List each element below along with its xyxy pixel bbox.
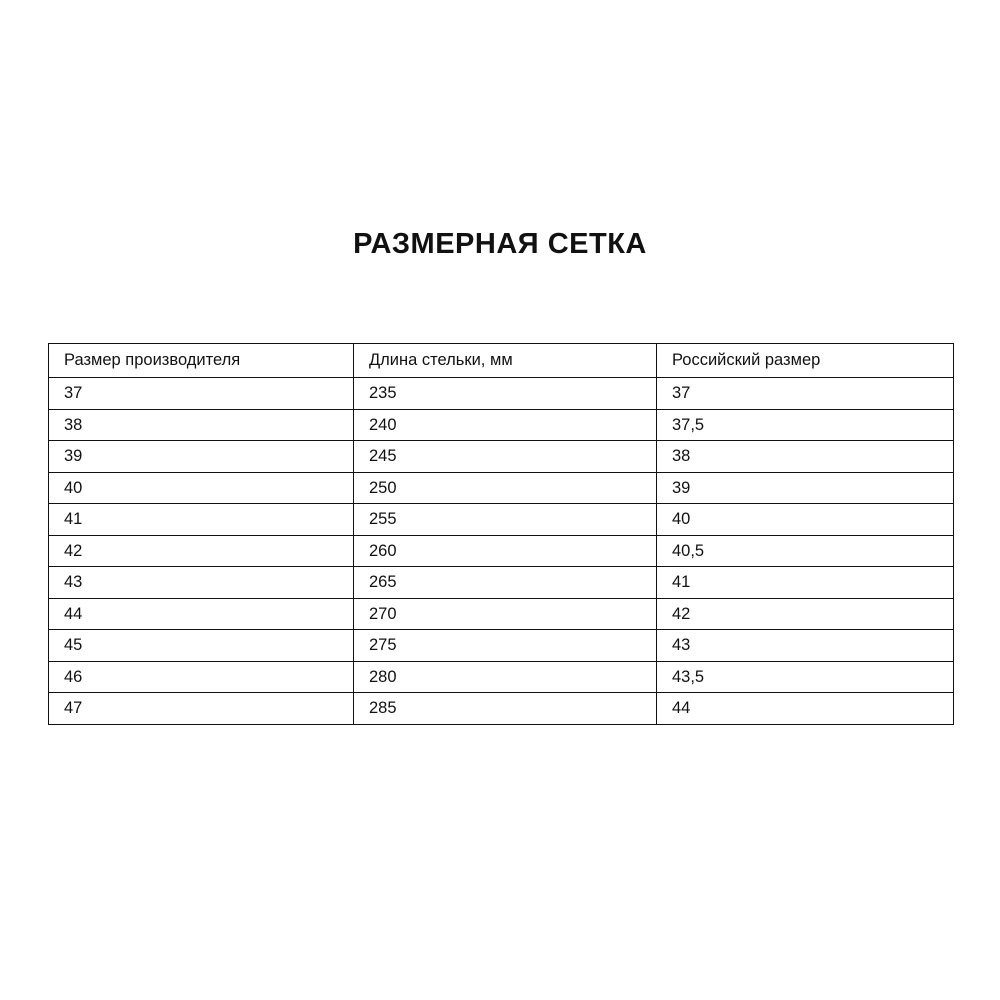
- cell-manufacturer-size: 44: [49, 598, 354, 630]
- table-row: [49, 378, 954, 410]
- cell-russian-size: 41: [657, 567, 954, 599]
- cell-insole-length: 275: [354, 630, 657, 662]
- cell-manufacturer-size: 38: [49, 409, 354, 441]
- table-head: [49, 344, 954, 378]
- cell-manufacturer-size: 46: [49, 661, 354, 693]
- cell-insole-length: 245: [354, 441, 657, 473]
- table-row: [49, 441, 954, 473]
- table-header-row: [49, 344, 954, 378]
- cell-russian-size: 44: [657, 693, 954, 725]
- table-row: [49, 504, 954, 536]
- cell-manufacturer-size: 43: [49, 567, 354, 599]
- cell-manufacturer-size: 39: [49, 441, 354, 473]
- column-header-russian-size: Российский размер: [657, 344, 954, 378]
- table-row: [49, 598, 954, 630]
- cell-russian-size: 40: [657, 504, 954, 536]
- cell-insole-length: 255: [354, 504, 657, 536]
- cell-insole-length: 250: [354, 472, 657, 504]
- table-row: [49, 409, 954, 441]
- cell-insole-length: 260: [354, 535, 657, 567]
- cell-insole-length: 235: [354, 378, 657, 410]
- size-chart-container: [48, 343, 953, 725]
- cell-manufacturer-size: 37: [49, 378, 354, 410]
- page-title: РАЗМЕРНАЯ СЕТКА: [353, 228, 647, 260]
- cell-manufacturer-size: 41: [49, 504, 354, 536]
- table-row: [49, 567, 954, 599]
- table-row: [49, 630, 954, 662]
- table-body: [49, 378, 954, 725]
- table-row: [49, 661, 954, 693]
- cell-russian-size: 43: [657, 630, 954, 662]
- cell-russian-size: 37,5: [657, 409, 954, 441]
- cell-russian-size: 42: [657, 598, 954, 630]
- cell-russian-size: 40,5: [657, 535, 954, 567]
- cell-insole-length: 265: [354, 567, 657, 599]
- table-row: [49, 693, 954, 725]
- cell-manufacturer-size: 45: [49, 630, 354, 662]
- cell-manufacturer-size: 42: [49, 535, 354, 567]
- cell-manufacturer-size: 40: [49, 472, 354, 504]
- cell-russian-size: 39: [657, 472, 954, 504]
- size-chart-table: [48, 343, 954, 725]
- cell-insole-length: 280: [354, 661, 657, 693]
- cell-insole-length: 285: [354, 693, 657, 725]
- cell-russian-size: 37: [657, 378, 954, 410]
- cell-insole-length: 270: [354, 598, 657, 630]
- column-header-manufacturer-size: Размер производителя: [49, 344, 354, 378]
- table-row: [49, 535, 954, 567]
- table-row: [49, 472, 954, 504]
- cell-russian-size: 38: [657, 441, 954, 473]
- cell-russian-size: 43,5: [657, 661, 954, 693]
- cell-manufacturer-size: 47: [49, 693, 354, 725]
- cell-insole-length: 240: [354, 409, 657, 441]
- column-header-insole-length: Длина стельки, мм: [354, 344, 657, 378]
